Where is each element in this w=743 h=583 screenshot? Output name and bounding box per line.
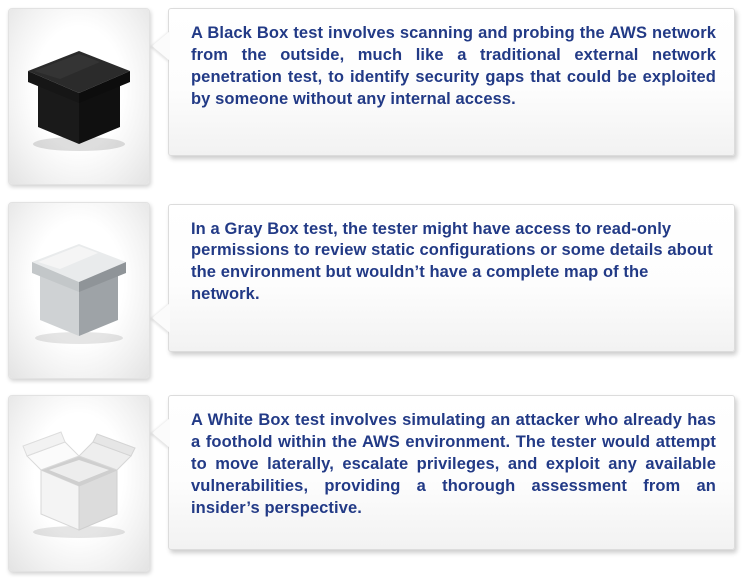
black-box-description: A Black Box test involves scanning and probing the AWS network from the outside, much like a traditional external network penetration test, to identify security gaps that could be exploited by someone without any internal access. — [191, 24, 716, 108]
black-box-image — [9, 9, 149, 184]
diagram-row-black-box — [8, 8, 735, 188]
gray-box-text-card — [168, 204, 735, 352]
gray-box-description: In a Gray Box test, the tester might have access to read-only permissions to review static configurations or some details about the environment but wouldn’t have a complete map of the network. — [191, 219, 713, 304]
callout-pointer-icon — [152, 31, 170, 61]
callout-pointer-icon — [152, 418, 170, 448]
white-box-image — [9, 396, 149, 571]
white-box-description: A White Box test involves simulating an attacker who already has a foothold within the AWS environment. The tester would attempt to move laterally, escalate privileges, and exploit any available vulnerabilities, providing a thorough assessment from an insider’s perspective. — [191, 411, 716, 517]
white-box-image-card — [8, 395, 150, 572]
gray-box-image-card — [8, 202, 150, 379]
diagram-row-white-box — [8, 395, 735, 575]
diagram-row-gray-box — [8, 202, 735, 382]
callout-pointer-icon — [152, 303, 170, 333]
black-box-image-card — [8, 8, 150, 185]
gray-box-image — [9, 203, 149, 378]
black-box-text-card — [168, 8, 735, 156]
white-box-text-card — [168, 395, 735, 550]
